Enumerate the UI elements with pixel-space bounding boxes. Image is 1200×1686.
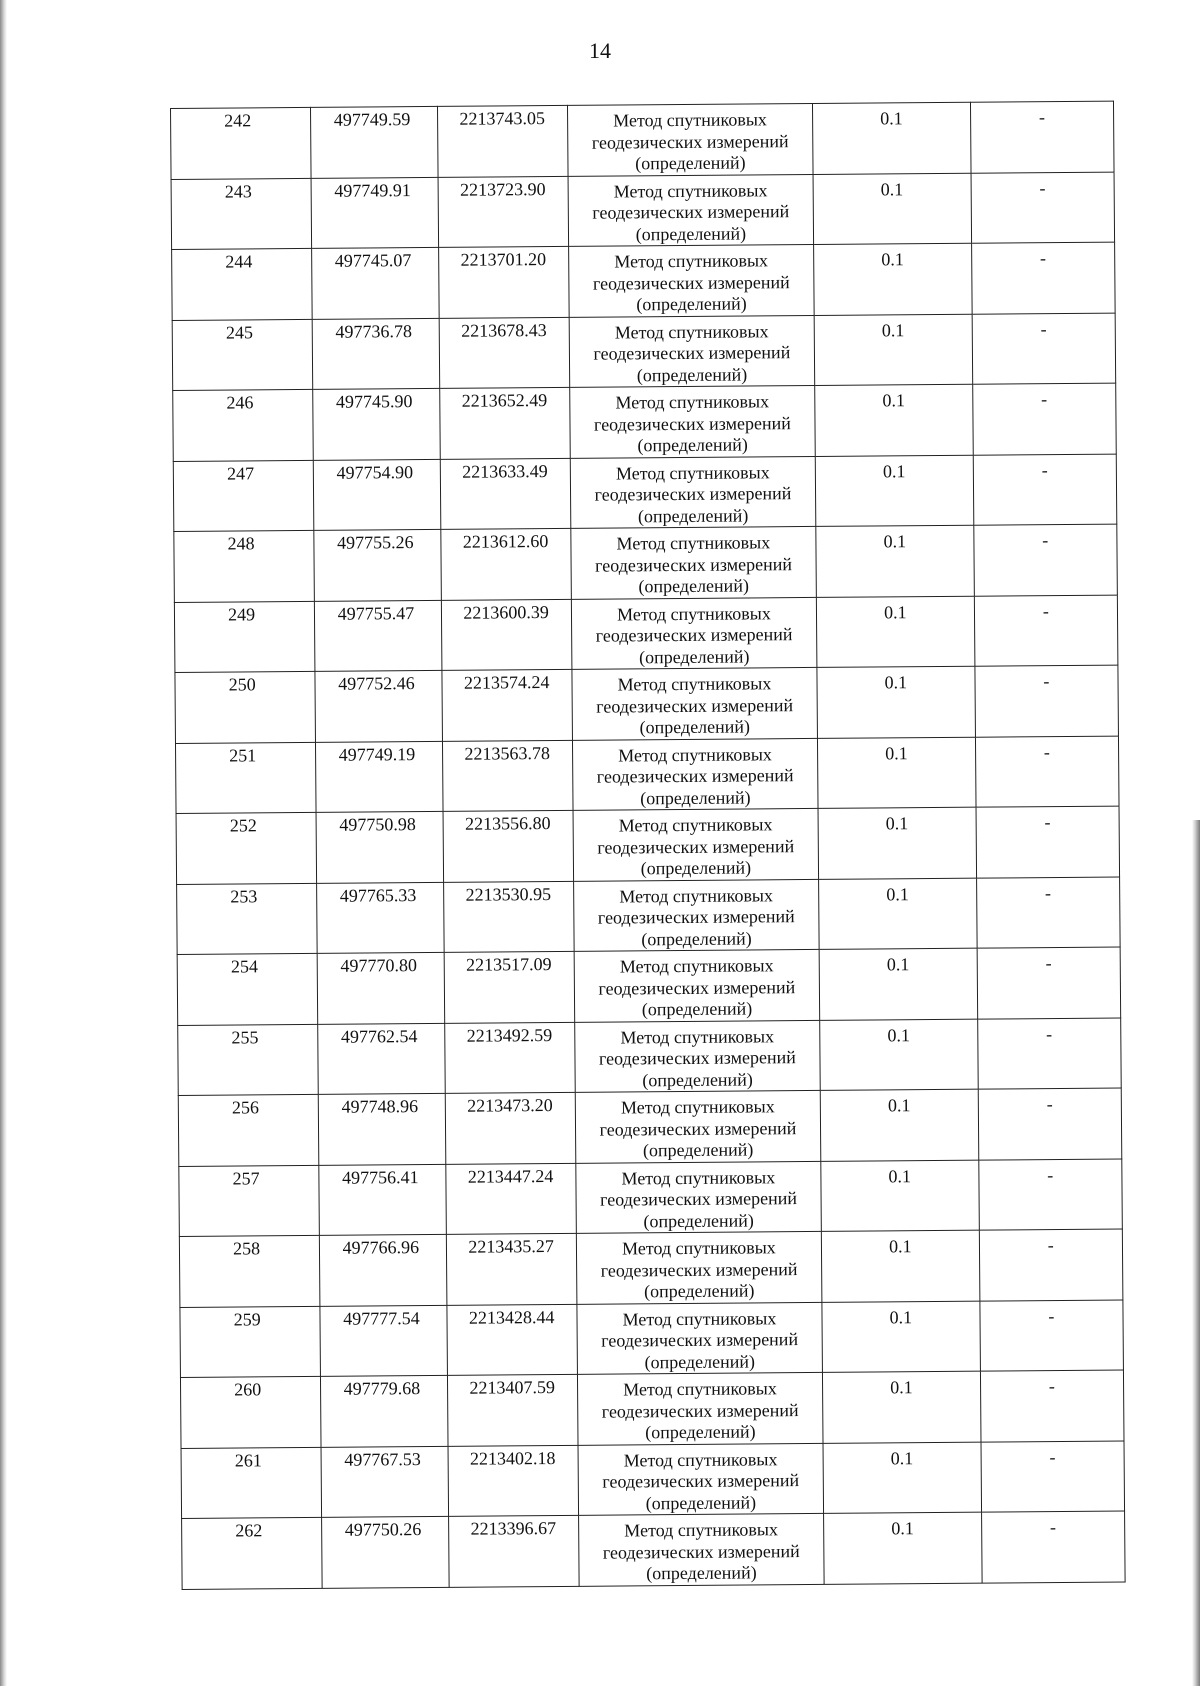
accuracy-cell-text: 0.1: [886, 954, 910, 975]
x-coordinate-cell-text: 497755.47: [337, 602, 415, 624]
table-row: [181, 1441, 1125, 1519]
y-coordinate-cell: [440, 458, 571, 530]
method-cell-text: Метод спутниковых геодезических измерений (определений): [592, 250, 790, 315]
point-number-cell: [175, 742, 316, 814]
point-number-cell: [174, 530, 315, 602]
x-coordinate-cell-text: 497752.46: [338, 673, 415, 694]
point-number-cell: [179, 1165, 320, 1237]
x-coordinate-cell-text: 497745.90: [335, 391, 413, 412]
accuracy-cell: [815, 384, 973, 456]
table-row: [177, 877, 1121, 955]
point-number-cell: [182, 1517, 323, 1589]
method-cell: [568, 174, 814, 246]
y-coordinate-cell-text: 2213556.80: [464, 813, 551, 834]
point-number-cell: [174, 601, 315, 673]
method-cell-text: Метод спутниковых геодезических измерений (определений): [595, 532, 793, 597]
point-number-cell-text: 261: [234, 1449, 262, 1471]
method-cell: [574, 949, 820, 1021]
y-coordinate-cell: [446, 1304, 577, 1376]
x-coordinate-cell-text: 497749.19: [338, 743, 416, 765]
point-number-cell-text: 249: [228, 603, 256, 625]
point-number-cell: [171, 107, 312, 179]
method-cell-text: Метод спутниковых геодезических измерений (определений): [601, 1307, 799, 1372]
accuracy-cell: [818, 737, 976, 809]
point-number-cell-text: 242: [224, 110, 252, 131]
method-cell-text: Метод спутниковых геодезических измерений (определений): [596, 673, 794, 738]
point-number-cell: [176, 812, 317, 884]
point-number-cell-text: 257: [232, 1167, 260, 1189]
description-cell-text: -: [1038, 107, 1045, 128]
description-cell-text: -: [1041, 389, 1048, 410]
method-cell-text: Метод спутниковых геодезических измерений (определений): [592, 179, 790, 244]
accuracy-cell: [814, 314, 972, 386]
coordinates-table: [170, 101, 1126, 1590]
description-cell-text: -: [1039, 248, 1047, 269]
description-cell-text: -: [1044, 882, 1052, 903]
table-row: [171, 172, 1115, 250]
point-number-cell: [181, 1447, 322, 1519]
method-cell: [573, 808, 819, 880]
accuracy-cell: [823, 1442, 981, 1514]
description-cell-text: -: [1041, 459, 1048, 480]
coordinates-table-body: [171, 101, 1126, 1589]
method-cell-text: Метод спутниковых геодезических измерений (определений): [593, 320, 791, 385]
description-cell: [973, 454, 1117, 526]
scan-edge-left: [0, 0, 7, 1686]
accuracy-cell-text: 0.1: [885, 742, 908, 763]
x-coordinate-cell-text: 497756.41: [341, 1166, 419, 1188]
y-coordinate-cell-text: 2213563.78: [464, 742, 551, 764]
description-cell: [970, 101, 1114, 173]
point-number-cell-text: 260: [234, 1379, 262, 1400]
x-coordinate-cell-text: 497779.68: [343, 1378, 421, 1399]
x-coordinate-cell-text: 497750.98: [339, 814, 416, 835]
accuracy-cell-text: 0.1: [890, 1447, 914, 1468]
x-coordinate-cell: [320, 1234, 447, 1305]
x-coordinate-cell-text: 497777.54: [343, 1307, 420, 1329]
x-coordinate-cell: [321, 1446, 448, 1517]
accuracy-cell-text: 0.1: [885, 813, 909, 834]
x-coordinate-cell: [320, 1305, 447, 1376]
point-number-cell: [175, 671, 316, 743]
accuracy-cell-text: 0.1: [880, 108, 903, 129]
x-coordinate-cell: [322, 1516, 449, 1587]
table-row: [173, 383, 1117, 461]
y-coordinate-cell-text: 2213396.67: [470, 1518, 557, 1539]
description-cell: [977, 947, 1121, 1019]
x-coordinate-cell-text: 497754.90: [336, 461, 414, 483]
accuracy-cell-text: 0.1: [888, 1165, 912, 1186]
accuracy-cell: [819, 948, 977, 1020]
y-coordinate-cell-text: 2213723.90: [459, 178, 546, 200]
point-number-cell: [172, 248, 313, 320]
description-cell-text: -: [1046, 1023, 1053, 1044]
x-coordinate-cell: [317, 882, 444, 953]
y-coordinate-cell-text: 2213447.24: [467, 1165, 554, 1187]
table-row: [179, 1159, 1123, 1237]
description-cell-text: -: [1049, 1446, 1056, 1467]
y-coordinate-cell-text: 2213428.44: [468, 1306, 555, 1328]
method-cell-text: Метод спутниковых геодезических измерений (определений): [595, 602, 793, 667]
accuracy-cell-text: 0.1: [881, 319, 905, 340]
y-coordinate-cell-text: 2213701.20: [460, 249, 547, 270]
method-cell-text: Метод спутниковых геодезических измерений (определений): [600, 1166, 798, 1231]
scan-edge-right: [1192, 820, 1200, 1686]
x-coordinate-cell-text: 497755.26: [337, 532, 414, 553]
y-coordinate-cell: [443, 810, 574, 882]
method-cell: [573, 879, 819, 951]
x-coordinate-cell-text: 497766.96: [342, 1237, 420, 1258]
y-coordinate-cell-text: 2213517.09: [466, 954, 552, 975]
description-cell: [981, 1511, 1125, 1583]
x-coordinate-cell: [316, 741, 443, 812]
accuracy-cell: [817, 666, 975, 738]
description-cell: [972, 383, 1116, 455]
description-cell-text: -: [1049, 1517, 1057, 1538]
method-cell-text: Метод спутниковых геодезических измерений (определений): [591, 109, 789, 174]
description-cell: [980, 1370, 1124, 1442]
method-cell: [574, 1020, 820, 1092]
method-cell: [571, 597, 817, 669]
description-cell: [972, 313, 1116, 385]
table-row: [182, 1511, 1126, 1589]
point-number-cell-text: 252: [229, 815, 257, 836]
description-cell-text: -: [1047, 1164, 1054, 1185]
point-number-cell-text: 262: [235, 1520, 263, 1541]
accuracy-cell: [819, 878, 977, 950]
point-number-cell-text: 246: [226, 392, 254, 413]
y-coordinate-cell: [446, 1233, 577, 1305]
x-coordinate-cell-text: 497749.91: [334, 179, 411, 201]
y-coordinate-cell-text: 2213600.39: [463, 601, 549, 623]
accuracy-cell: [816, 525, 974, 597]
x-coordinate-cell: [316, 811, 443, 882]
description-cell-text: -: [1048, 1376, 1055, 1397]
point-number-cell: [173, 389, 314, 461]
y-coordinate-cell: [441, 599, 572, 671]
x-coordinate-cell: [314, 459, 441, 530]
point-number-cell: [177, 953, 318, 1025]
accuracy-cell: [820, 1019, 978, 1091]
point-number-cell: [171, 178, 312, 250]
accuracy-cell-text: 0.1: [887, 1024, 910, 1045]
table-row: [171, 101, 1115, 179]
description-cell: [979, 1300, 1123, 1372]
description-cell-text: -: [1039, 177, 1046, 198]
y-coordinate-cell-text: 2213652.49: [461, 390, 548, 411]
x-coordinate-cell-text: 497748.96: [341, 1096, 419, 1117]
point-number-cell: [172, 319, 313, 391]
x-coordinate-cell: [311, 106, 438, 177]
x-coordinate-cell-text: 497745.07: [334, 250, 412, 271]
table-row: [174, 595, 1118, 673]
description-cell-text: -: [1048, 1305, 1055, 1326]
y-coordinate-cell-text: 2213530.95: [465, 883, 552, 905]
description-cell: [971, 242, 1115, 314]
description-cell: [978, 1088, 1122, 1160]
accuracy-cell-text: 0.1: [888, 1236, 912, 1257]
x-coordinate-cell: [314, 529, 441, 600]
x-coordinate-cell: [312, 247, 439, 318]
point-number-cell-text: 243: [224, 180, 252, 202]
accuracy-cell: [816, 596, 974, 668]
description-cell-text: -: [1042, 530, 1049, 551]
x-coordinate-cell-text: 497736.78: [335, 320, 413, 342]
method-cell-text: Метод спутниковых геодезических измерений (определений): [597, 884, 795, 949]
method-cell-text: Метод спутниковых геодезических измерений (определений): [599, 1096, 797, 1161]
table-row: [178, 1018, 1122, 1096]
method-cell: [567, 103, 813, 175]
table-row: [180, 1300, 1124, 1378]
table-row: [173, 454, 1117, 532]
accuracy-cell: [813, 102, 971, 174]
y-coordinate-cell-text: 2213574.24: [463, 672, 550, 693]
y-coordinate-cell: [444, 951, 575, 1023]
method-cell: [575, 1090, 821, 1162]
description-cell: [975, 665, 1119, 737]
point-number-cell-text: 250: [228, 674, 256, 695]
method-cell-text: Метод спутниковых геодезических измерений (определений): [598, 1025, 796, 1090]
y-coordinate-cell: [445, 1163, 576, 1235]
x-coordinate-cell: [315, 600, 442, 671]
point-number-cell: [179, 1235, 320, 1307]
method-cell: [576, 1231, 822, 1303]
x-coordinate-cell-text: 497750.26: [344, 1519, 422, 1540]
description-cell: [977, 1018, 1121, 1090]
x-coordinate-cell-text: 497762.54: [340, 1025, 418, 1047]
description-cell-text: -: [1044, 812, 1051, 833]
table-row: [174, 524, 1118, 602]
x-coordinate-cell-text: 497765.33: [339, 884, 417, 906]
point-number-cell-text: 256: [231, 1097, 260, 1118]
method-cell-text: Метод спутниковых геодезических измерений (определений): [594, 461, 792, 526]
method-cell: [572, 738, 818, 810]
description-cell: [975, 736, 1119, 808]
y-coordinate-cell-text: 2213473.20: [467, 1095, 553, 1116]
y-coordinate-cell: [438, 176, 569, 248]
point-number-cell: [177, 883, 318, 955]
y-coordinate-cell-text: 2213612.60: [462, 531, 549, 552]
y-coordinate-cell: [441, 669, 572, 741]
x-coordinate-cell: [317, 952, 444, 1023]
table-row: [179, 1229, 1123, 1307]
y-coordinate-cell-text: 2213435.27: [468, 1236, 554, 1257]
method-cell: [570, 456, 816, 528]
y-coordinate-cell: [448, 1515, 579, 1587]
accuracy-cell-text: 0.1: [890, 1377, 913, 1398]
table-row: [175, 736, 1119, 814]
description-cell: [976, 877, 1120, 949]
method-cell: [576, 1161, 822, 1233]
description-cell-text: -: [1040, 318, 1047, 339]
y-coordinate-cell-text: 2213633.49: [462, 460, 548, 482]
y-coordinate-cell: [442, 740, 573, 812]
description-cell-text: -: [1045, 953, 1052, 974]
accuracy-cell-text: 0.1: [881, 249, 904, 270]
y-coordinate-cell: [439, 387, 570, 459]
table-row: [172, 313, 1116, 391]
y-coordinate-cell-text: 2213402.18: [469, 1447, 556, 1469]
accuracy-cell: [818, 807, 976, 879]
point-number-cell-text: 259: [233, 1308, 261, 1330]
method-cell: [578, 1443, 824, 1515]
table-row: [180, 1370, 1124, 1448]
page-number: 14: [589, 38, 611, 63]
method-cell: [568, 244, 814, 316]
description-cell: [981, 1441, 1125, 1513]
point-number-cell-text: 258: [233, 1238, 261, 1259]
y-coordinate-cell-text: 2213678.43: [461, 319, 547, 341]
accuracy-cell: [815, 455, 973, 527]
point-number-cell: [178, 1024, 319, 1096]
y-coordinate-cell: [445, 1092, 576, 1164]
accuracy-cell-text: 0.1: [880, 178, 904, 199]
accuracy-cell-text: 0.1: [891, 1518, 914, 1539]
point-number-cell: [180, 1376, 321, 1448]
table-row: [177, 947, 1121, 1025]
accuracy-cell-text: 0.1: [884, 672, 908, 693]
description-cell-text: -: [1046, 1094, 1053, 1115]
accuracy-cell-text: 0.1: [883, 531, 907, 552]
y-coordinate-cell-text: 2213492.59: [466, 1024, 553, 1046]
x-coordinate-cell: [318, 1023, 445, 1094]
point-number-cell-text: 251: [229, 744, 257, 766]
x-coordinate-cell-text: 497767.53: [344, 1448, 421, 1470]
accuracy-cell: [813, 173, 971, 245]
method-cell: [577, 1372, 823, 1444]
method-cell: [569, 315, 815, 387]
point-number-cell-text: 247: [226, 462, 255, 484]
x-coordinate-cell: [319, 1093, 446, 1164]
description-cell: [971, 172, 1115, 244]
method-cell-text: Метод спутниковых геодезических измерений (определений): [602, 1519, 800, 1584]
point-number-cell-text: 248: [227, 533, 255, 554]
accuracy-cell: [823, 1371, 981, 1443]
method-cell: [571, 526, 817, 598]
description-cell: [974, 595, 1118, 667]
description-cell: [979, 1229, 1123, 1301]
point-number-cell-text: 253: [230, 885, 258, 907]
accuracy-cell: [822, 1301, 980, 1373]
y-coordinate-cell: [443, 881, 574, 953]
accuracy-cell-text: 0.1: [883, 601, 907, 622]
x-coordinate-cell: [321, 1375, 448, 1446]
x-coordinate-cell-text: 497749.59: [333, 109, 411, 130]
table-row: [176, 806, 1120, 884]
table-row: [175, 665, 1119, 743]
x-coordinate-cell: [315, 670, 442, 741]
description-cell: [973, 524, 1117, 596]
description-cell-text: -: [1043, 741, 1050, 762]
y-coordinate-cell-text: 2213743.05: [459, 108, 546, 129]
table-row: [172, 242, 1116, 320]
table-row: [178, 1088, 1122, 1166]
method-cell-text: Метод спутниковых геодезических измерений (определений): [601, 1378, 799, 1443]
x-coordinate-cell-text: 497770.80: [340, 955, 417, 976]
method-cell: [577, 1302, 823, 1374]
point-number-cell: [173, 460, 314, 532]
accuracy-cell-text: 0.1: [886, 883, 909, 904]
y-coordinate-cell: [444, 1022, 575, 1094]
point-number-cell-text: 255: [231, 1026, 259, 1048]
x-coordinate-cell: [312, 318, 439, 389]
point-number-cell-text: 244: [225, 251, 253, 272]
method-cell-text: Метод спутниковых геодезических измерений (определений): [596, 743, 794, 808]
accuracy-cell-text: 0.1: [887, 1095, 911, 1116]
method-cell: [572, 667, 818, 739]
accuracy-cell: [821, 1160, 979, 1232]
accuracy-cell: [820, 1089, 978, 1161]
y-coordinate-cell: [448, 1445, 579, 1517]
method-cell-text: Метод спутниковых геодезических измерений (определений): [602, 1448, 800, 1513]
accuracy-cell-text: 0.1: [882, 460, 906, 481]
y-coordinate-cell: [437, 105, 568, 177]
method-cell-text: Метод спутниковых геодезических измерений (определений): [600, 1237, 798, 1302]
x-coordinate-cell: [319, 1164, 446, 1235]
y-coordinate-cell: [438, 246, 569, 318]
method-cell-text: Метод спутниковых геодезических измерений (определений): [598, 955, 796, 1020]
point-number-cell-text: 245: [225, 321, 253, 343]
accuracy-cell-text: 0.1: [889, 1306, 913, 1327]
method-cell-text: Метод спутниковых геодезических измерений (определений): [593, 391, 791, 456]
accuracy-cell: [821, 1230, 979, 1302]
description-cell-text: -: [1047, 1235, 1054, 1256]
y-coordinate-cell-text: 2213407.59: [469, 1377, 556, 1398]
method-cell: [569, 385, 815, 457]
description-cell-text: -: [1042, 600, 1049, 621]
accuracy-cell-text: 0.1: [882, 390, 905, 411]
point-number-cell: [178, 1094, 319, 1166]
method-cell-text: Метод спутниковых геодезических измерений (определений): [597, 814, 795, 879]
point-number-cell: [180, 1306, 321, 1378]
description-cell: [978, 1159, 1122, 1231]
accuracy-cell: [814, 243, 972, 315]
x-coordinate-cell: [313, 388, 440, 459]
y-coordinate-cell: [439, 317, 570, 389]
description-cell: [976, 806, 1120, 878]
accuracy-cell: [824, 1512, 982, 1584]
x-coordinate-cell: [311, 177, 438, 248]
description-cell-text: -: [1043, 671, 1050, 692]
y-coordinate-cell: [447, 1374, 578, 1446]
y-coordinate-cell: [440, 528, 571, 600]
method-cell: [578, 1513, 824, 1585]
point-number-cell-text: 254: [230, 956, 258, 977]
